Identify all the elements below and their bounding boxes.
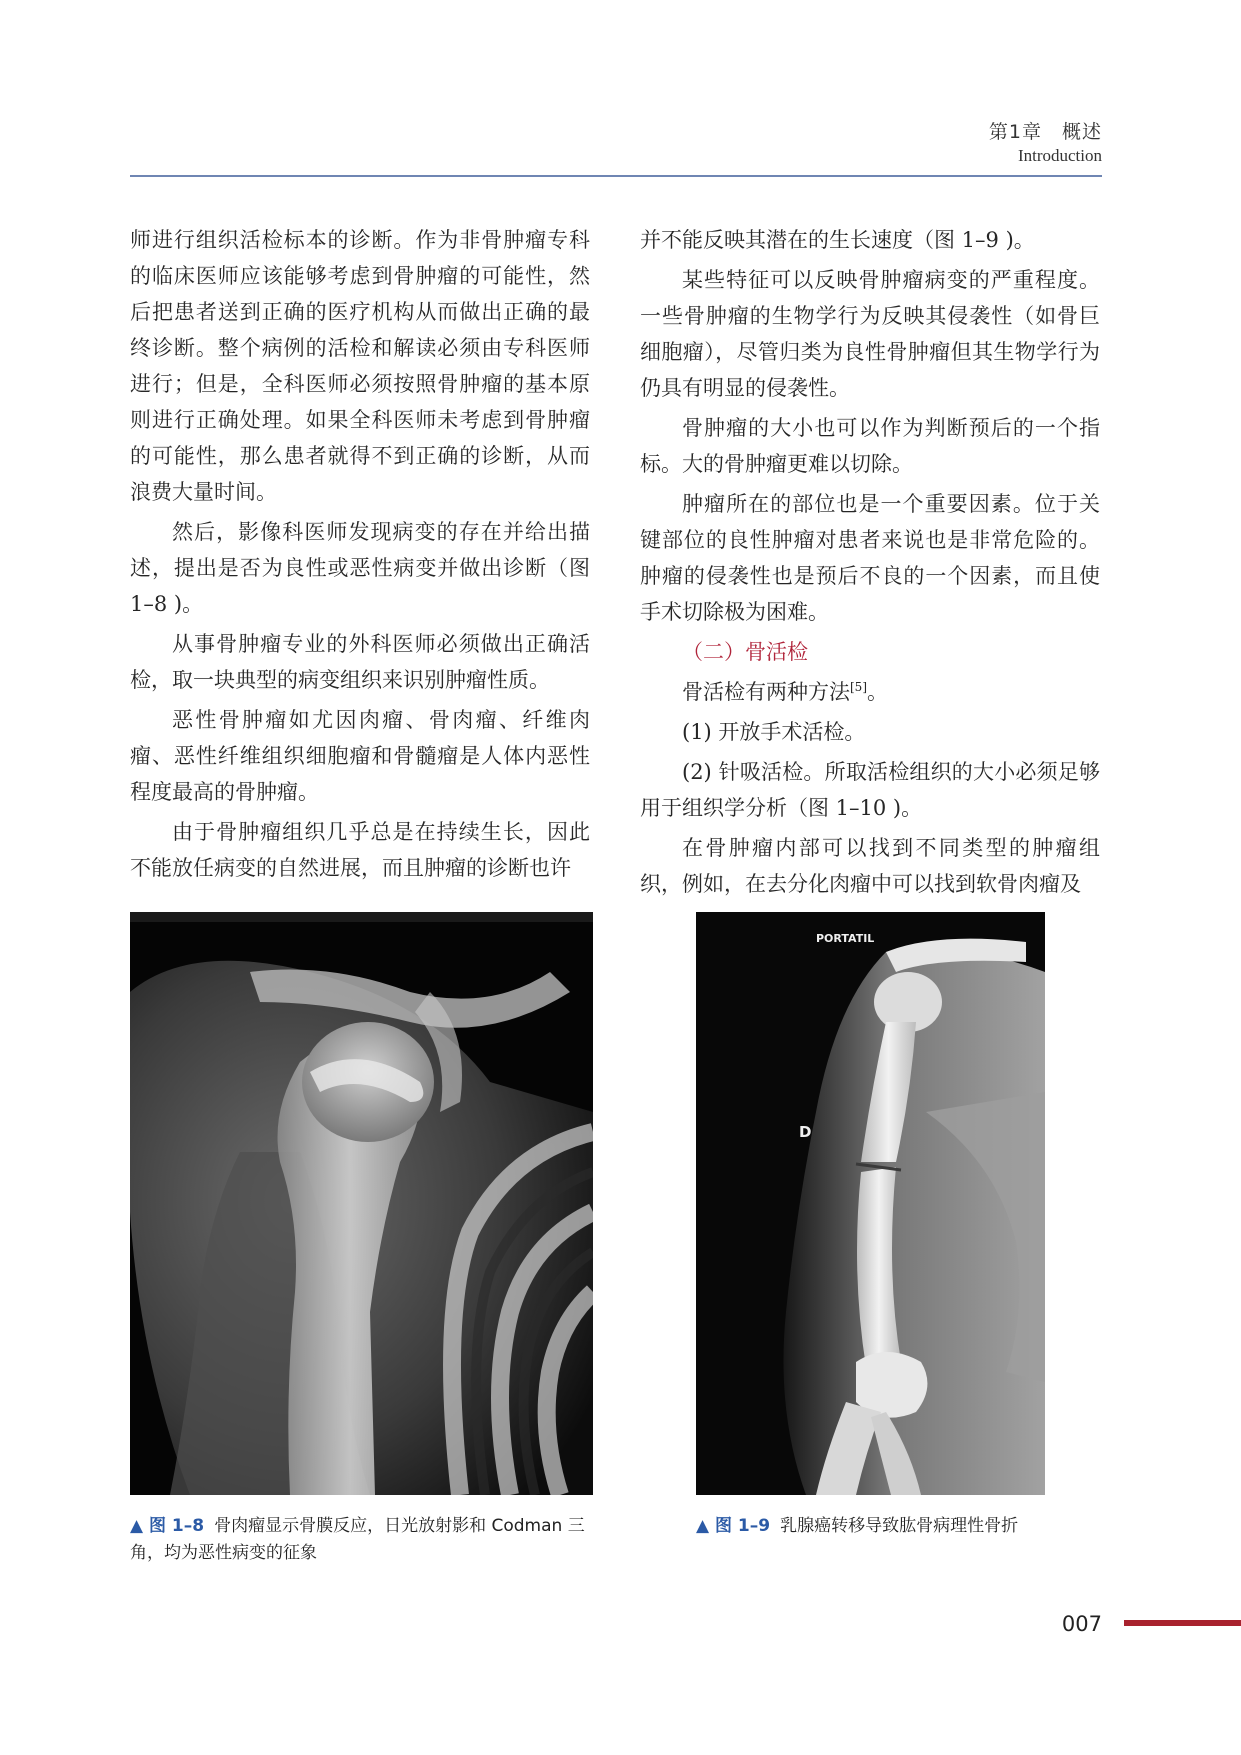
left-text-column [130,222,590,890]
paragraph: 然后，影像科医师发现病变的存在并给出描述，提出是否为良性或恶性病变并做出诊断（图 1–8 )。 [130,520,590,616]
paragraph: (1) 开放手术活检。 [682,720,866,744]
paragraph: 骨肿瘤的大小也可以作为判断预后的一个指标。大的骨肿瘤更难以切除。 [640,416,1100,476]
paragraph: (2) 针吸活检。所取活检组织的大小必须足够用于组织学分析（图 1–10 )。 [640,760,1100,820]
xray-shoulder-image [130,912,593,1495]
xray-label-side: D [799,1123,812,1141]
chapter-subtitle: Introduction [1017,146,1102,165]
paragraph: 由于骨肿瘤组织几乎总是在持续生长，因此不能放任病变的自然进展，而且肿瘤的诊断也许 [130,820,590,880]
xray-label-portatil: PORTATIL [816,932,875,945]
paragraph: 并不能反映其潜在的生长速度（图 1–9 )。 [640,228,1035,252]
paragraph-end: 。 [867,680,888,704]
xray-humerus-drawing [696,912,1045,1495]
paragraph [640,674,1100,710]
figure-caption-text: 乳腺癌转移导致肱骨病理性骨折 [780,1516,1019,1536]
xray-humerus-image [696,912,1045,1495]
paragraph: 从事骨肿瘤专业的外科医师必须做出正确活检，取一块典型的病变组织来识别肿瘤性质。 [130,632,590,692]
paragraph: 某些特征可以反映骨肿瘤病变的严重程度。一些骨肿瘤的生物学行为反映其侵袭性（如骨巨细胞瘤），尽管归类为良性骨肿瘤但其生物学行为仍具有明显的侵袭性。 [640,268,1100,400]
paragraph: 在骨肿瘤内部可以找到不同类型的肿瘤组织，例如，在去分化肉瘤中可以找到软骨肉瘤及 [640,836,1100,896]
xray-shoulder-drawing [130,912,593,1495]
reference-marker: [5] [850,680,867,694]
right-text-column [640,222,1100,906]
figure-number: ▲ 图 1–9 [696,1516,771,1536]
figure-caption-text: 骨肉瘤显示骨膜反应，日光放射影和 Codman 三角，均为恶性病变的征象 [130,1516,585,1563]
page-accent-bar [1124,1620,1241,1626]
section-heading: （二）骨活检 [682,640,808,664]
paragraph-text: 骨活检有两种方法 [682,680,850,704]
figure-caption [696,1513,1096,1540]
paragraph: 恶性骨肿瘤如尤因肉瘤、骨肉瘤、纤维肉瘤、恶性纤维组织细胞瘤和骨髓瘤是人体内恶性程度最高的骨肿瘤。 [130,708,590,804]
paragraph: 师进行组织活检标本的诊断。作为非骨肿瘤专科的临床医师应该能够考虑到骨肿瘤的可能性，然后把患者送到正确的医疗机构从而做出正确的最终诊断。整个病例的活检和解读必须由专科医师进行；但是，全科医师必须按照骨肿瘤的基本原则进行正确处理。如果全科医师未考虑到骨肿瘤的可能性，那么患者就得不到正确的诊断，从而浪费大量时间。 [130,228,590,504]
header-divider [130,175,1102,177]
figure-caption [130,1513,600,1567]
chapter-title: 第1章 概述 [988,121,1102,143]
paragraph: 肿瘤所在的部位也是一个重要因素。位于关键部位的良性肿瘤对患者来说也是非常危险的。肿瘤的侵袭性也是预后不良的一个因素，而且使手术切除极为困难。 [640,492,1100,624]
page-number: 007 [1061,1612,1102,1636]
figure-number: ▲ 图 1–8 [130,1516,205,1536]
